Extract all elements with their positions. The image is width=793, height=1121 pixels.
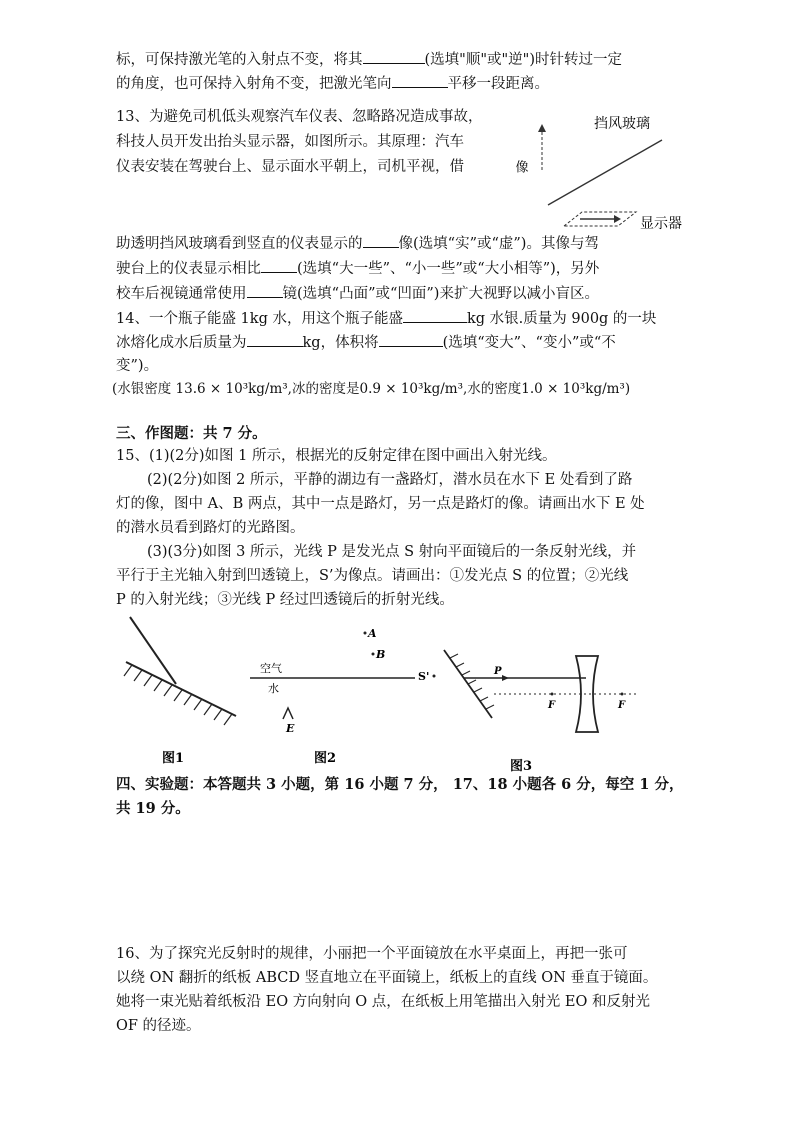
- diver-eye-icon: [283, 708, 293, 719]
- question-16-line: OF 的径迹。: [116, 1018, 201, 1034]
- windshield-label: 挡风玻璃: [594, 116, 650, 132]
- question-15-line: 平行于主光轴入射到凹透镜上，S’为像点。请画出：①发光点 S 的位置；②光线: [116, 568, 629, 584]
- focal-label-left: F: [548, 700, 556, 711]
- text-segment: 镜(选填“凸面”或“凹面”)来扩大视野以减小盲区。: [282, 286, 599, 302]
- text-line: [116, 332, 616, 353]
- question-16-line: 她将一束光贴着纸板沿 EO 方向射向 O 点，在纸板上用笔描出入射光 EO 和反射光: [116, 994, 650, 1010]
- question-15-line: 的潜水员看到路灯的光路图。: [116, 520, 305, 536]
- text-line: [116, 73, 549, 94]
- text-segment: (选填“变大”、“变小”或“不: [442, 335, 616, 351]
- answer-blank: [363, 233, 399, 248]
- point-a: [364, 632, 367, 635]
- point-b: [372, 653, 375, 656]
- water-label: 水: [268, 682, 279, 695]
- text-segment: kg，体积将: [302, 335, 379, 351]
- ray-p-label: P: [494, 666, 502, 677]
- figure-1: [118, 612, 248, 767]
- air-label: 空气: [260, 662, 282, 675]
- question-15-line: (2)(2分)如图 2 所示，平静的湖边有一盏路灯，潜水员在水下 E 处看到了路: [147, 472, 633, 488]
- reflected-ray: [130, 617, 176, 684]
- hud-figure: [512, 108, 700, 233]
- text-segment: 标，可保持激光笔的入射点不变，将其: [116, 52, 363, 68]
- focal-point-left: [551, 693, 554, 696]
- text-segment: 的角度，也可保持入射角不变，把激光笔向: [116, 76, 392, 92]
- figure-1-caption: 图1: [162, 751, 185, 766]
- question-13-line: 仪表安装在驾驶台上、显示面水平朝上，司机平视，借: [116, 159, 464, 175]
- focal-label-right: F: [618, 700, 626, 711]
- text-segment: (选填"顺"或"逆")时针转过一定: [424, 52, 622, 68]
- ray-p-arrow: [502, 675, 509, 681]
- question-15-line: P 的入射光线；③光线 P 经过凹透镜后的折射光线。: [116, 592, 454, 608]
- answer-blank: [261, 258, 297, 273]
- text-segment: 冰熔化成水后质量为: [116, 335, 247, 351]
- plane-mirror: [126, 662, 236, 716]
- text-segment: 像(选填“实”或“虚”)。其像与驾: [398, 236, 599, 252]
- figure-2-caption: 图2: [314, 751, 337, 766]
- text-line: [116, 308, 656, 329]
- focal-point-right: [621, 693, 624, 696]
- windshield-line: [548, 140, 662, 205]
- answer-blank: [403, 308, 467, 323]
- figure-3-caption: 图3: [510, 759, 533, 774]
- text-line: [116, 233, 599, 254]
- image-point: [433, 675, 436, 678]
- display-label: 显示器: [640, 216, 682, 232]
- text-segment: 驶台上的仪表显示相比: [116, 261, 261, 277]
- question-13-line: 13、为避免司机低头观察汽车仪表、忽略路况造成事故，: [116, 109, 483, 125]
- question-13-line: 科技人员开发出抬头显示器，如图所示。其原理：汽车: [116, 134, 464, 150]
- mirror-hatching: [124, 665, 232, 725]
- figure-2: [250, 620, 420, 770]
- s-prime-label: S': [418, 670, 430, 683]
- text-segment: 校车后视镜通常使用: [116, 286, 247, 302]
- section-heading: 共 19 分。: [116, 800, 190, 817]
- answer-blank: [247, 332, 303, 347]
- density-note: (水银密度 13.6 × 10³kg/m³,冰的密度是0.9 × 10³kg/m³,水的密度1.0 × 10³kg/m³): [112, 381, 631, 397]
- point-e-label: E: [286, 722, 295, 735]
- question-16-line: 16、为了探究光反射时的规律，小丽把一个平面镜放在水平桌面上，再把一张可: [116, 946, 628, 962]
- answer-blank: [363, 49, 425, 64]
- answer-blank: [392, 73, 448, 88]
- text-line: [116, 258, 599, 279]
- answer-blank: [247, 283, 283, 298]
- text-line: 变”)。: [116, 358, 159, 374]
- point-b-label: B: [376, 648, 386, 661]
- question-15-line: 15、(1)(2分)如图 1 所示，根据光的反射定律在图中画出入射光线。: [116, 448, 557, 464]
- text-segment: (选填“大一些”、“小一些”或“大小相等”)，另外: [297, 261, 600, 277]
- display-arrow-head: [614, 215, 621, 223]
- section-heading: 四、实验题：本答题共 3 小题，第 16 小题 7 分， 17、18 小题各 6 分，每空 1 分，: [116, 776, 684, 793]
- answer-blank: [379, 332, 443, 347]
- image-arrow-head: [538, 124, 546, 132]
- point-a-label: A: [368, 627, 377, 640]
- figure-3: [414, 618, 644, 773]
- question-15-line: (3)(3分)如图 3 所示，光线 P 是发光点 S 射向平面镜后的一条反射光线，并: [147, 544, 637, 560]
- image-label: 像: [512, 160, 528, 173]
- question-15-line: 灯的像，图中 A、B 两点，其中一点是路灯，另一点是路灯的像。请画出水下 E 处: [116, 496, 645, 512]
- question-16-line: 以绕 ON 翻折的纸板 ABCD 竖直地立在平面镜上，纸板上的直线 ON 垂直于镜面。: [116, 970, 658, 986]
- text-line: [116, 49, 622, 70]
- text-segment: 平移一段距离。: [447, 76, 549, 92]
- text-segment: 助透明挡风玻璃看到竖直的仪表显示的: [116, 236, 363, 252]
- text-line: [116, 283, 599, 304]
- section-heading: 三、作图题：共 7 分。: [116, 425, 267, 442]
- mirror-hatching: [450, 654, 494, 709]
- text-segment: kg 水银.质量为 900g 的一块: [466, 311, 657, 327]
- text-segment: 14、一个瓶子能盛 1kg 水，用这个瓶子能盛: [116, 311, 403, 327]
